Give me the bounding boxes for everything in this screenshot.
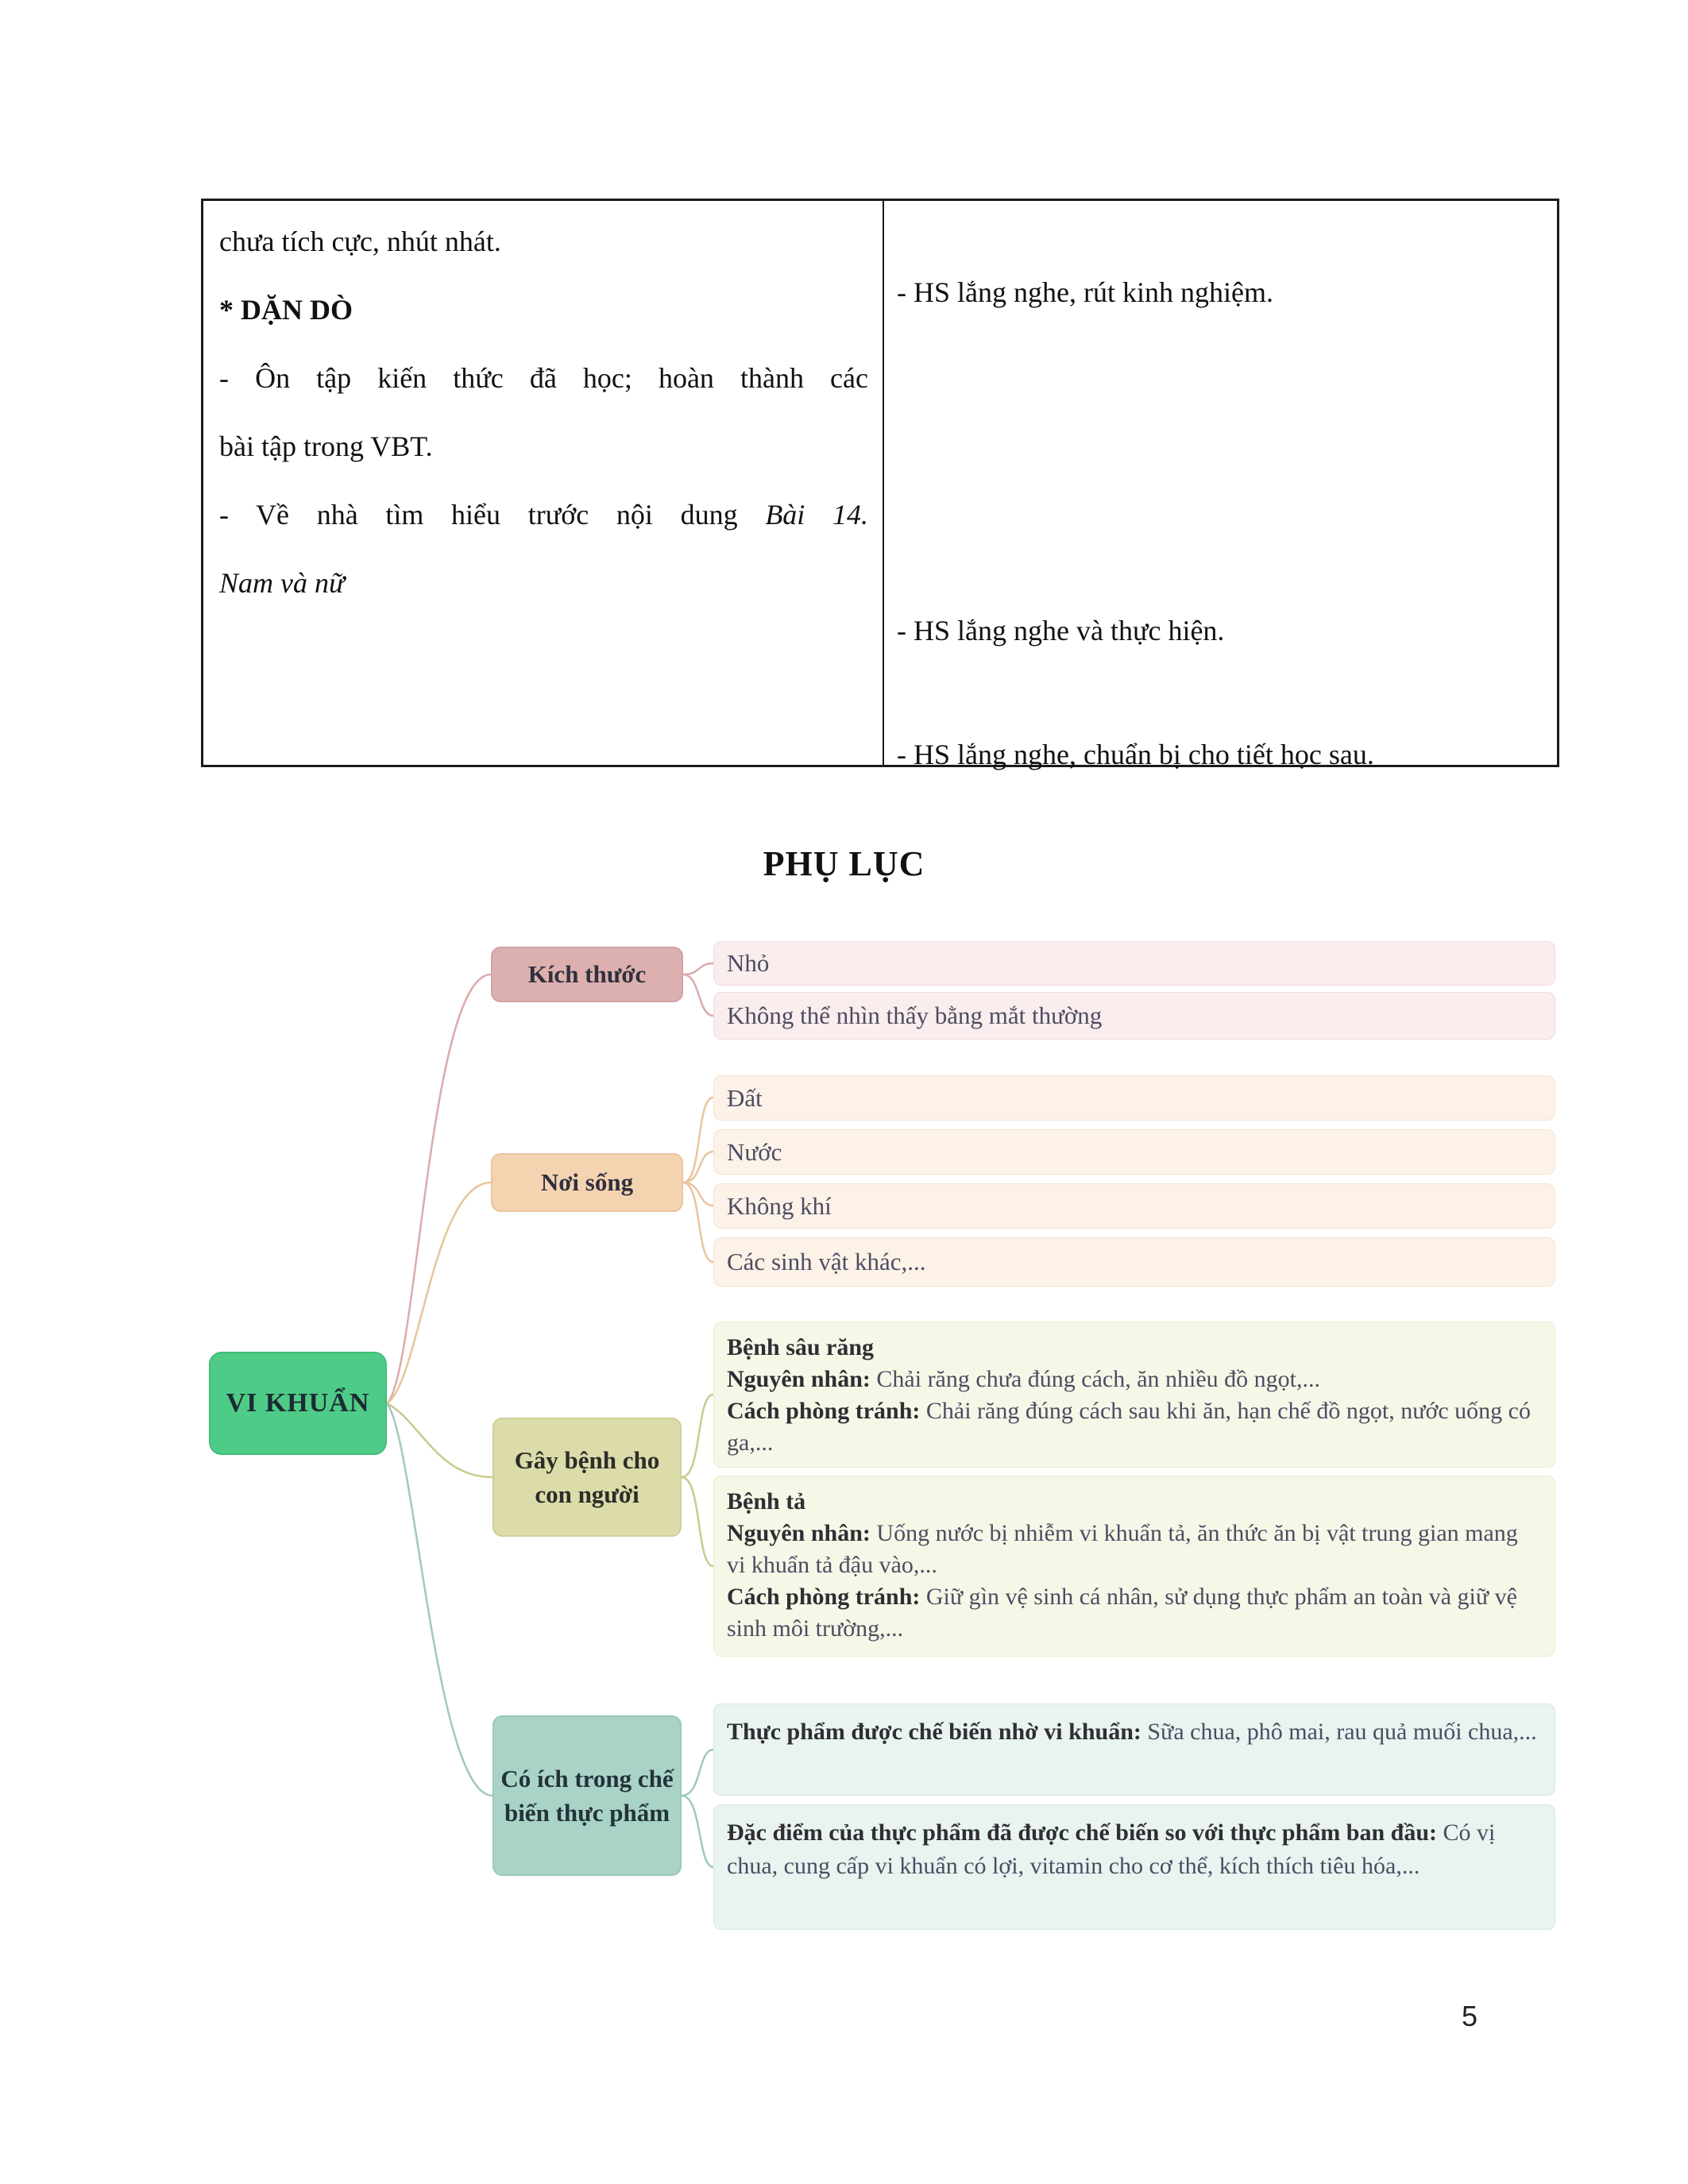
table-text-line: - HS lắng nghe, rút kinh nghiệm.	[897, 276, 1273, 308]
mindmap-branch-co-ich: Có ích trong chế biến thực phẩm	[492, 1715, 682, 1876]
table-text-line	[219, 480, 868, 549]
connector-habitat-leaf	[683, 1183, 713, 1206]
leaf-regular-text: Chải răng đúng cách sau khi ăn, hạn chế đồ ngọt, nước uống có ga,...	[727, 1398, 1531, 1456]
mindmap-leaf-dac-diem-thuc-pham	[713, 1804, 1555, 1930]
connector-root-to-benefit	[387, 1403, 492, 1796]
leaf-regular-text: Giữ gìn vệ sinh cá nhân, sử dụng thực phẩm an toàn và giữ vệ sinh môi trường,...	[727, 1584, 1517, 1642]
mindmap-leaf-nho: Nhỏ	[713, 941, 1555, 986]
connector-size-leaf	[683, 963, 713, 974]
leaf-bold-text: Bệnh sâu răng	[727, 1334, 875, 1360]
leaf-line	[727, 1715, 1542, 1749]
leaf-bold-text: Cách phòng tránh:	[727, 1398, 921, 1424]
leaf-regular-text: Chải răng chưa đúng cách, ăn nhiều đồ ngọt,...	[870, 1366, 1321, 1392]
table-text-line: - HS lắng nghe, chuẩn bị cho tiết học sau.	[897, 739, 1374, 770]
leaf-bold-text: Cách phòng tránh:	[727, 1584, 921, 1610]
connector-benefit-leaf	[682, 1796, 713, 1867]
mindmap-branch-noi-song: Nơi sống	[491, 1153, 683, 1212]
leaf-line	[727, 1395, 1542, 1459]
table-cell-teacher	[203, 201, 884, 765]
page-number: 5	[1462, 2000, 1478, 2032]
mindmap-root-vi-khuan: VI KHUẨN	[209, 1352, 387, 1455]
mindmap-leaf-nuoc: Nước	[713, 1129, 1555, 1175]
leaf-regular-text: Uống nước bị nhiễm vi khuẩn tả, ăn thức ăn bị vật trung gian mang vi khuẩn tả đậu vào,...	[727, 1520, 1518, 1578]
table-text-line: Nam và nữ	[219, 567, 345, 599]
table-text-italic-segment: Bài 14.	[765, 499, 868, 531]
leaf-line	[727, 1486, 1542, 1518]
connector-disease-leaf	[682, 1395, 713, 1477]
leaf-line	[727, 1816, 1542, 1883]
leaf-line	[727, 1581, 1542, 1645]
mindmap-leaf-khong-the-nhin-thay: Không thể nhìn thấy bằng mắt thường	[713, 992, 1555, 1040]
mindmap-leaf-thuc-pham-che-bien	[713, 1704, 1555, 1796]
mindmap-branch-kich-thuoc: Kích thước	[491, 947, 683, 1002]
table-heading-dan-do: * DẶN DÒ	[219, 294, 353, 326]
leaf-line	[727, 1332, 1542, 1364]
connector-benefit-leaf	[682, 1750, 713, 1796]
connector-size-leaf	[683, 974, 713, 1016]
connector-habitat-leaf	[683, 1152, 713, 1183]
leaf-bold-text: Bệnh tả	[727, 1488, 806, 1515]
leaf-regular-text: Có vị chua, cung cấp vi khuẩn có lợi, vitamin cho cơ thể, kích thích tiêu hóa,...	[727, 1819, 1496, 1879]
leaf-line	[727, 1364, 1542, 1395]
table-text-line: bài tập trong VBT.	[219, 430, 433, 462]
leaf-regular-text: Sữa chua, phô mai, rau quả muối chua,...	[1141, 1719, 1537, 1745]
table-cell-students	[884, 201, 1557, 770]
connector-root-to-disease	[387, 1403, 492, 1477]
mindmap-branch-gay-benh: Gây bệnh cho con người	[492, 1418, 682, 1537]
mindmap-leaf-benh-sau-rang	[713, 1322, 1555, 1468]
mindmap-leaf-benh-ta	[713, 1476, 1555, 1657]
mindmap-leaf-cac-sinh-vat-khac: Các sinh vật khác,...	[713, 1237, 1555, 1287]
table-text-segment: - Về nhà tìm hiểu trước nội dung	[219, 499, 766, 531]
connector-habitat-leaf	[683, 1183, 713, 1262]
mindmap-leaf-dat: Đất	[713, 1075, 1555, 1121]
table-text-line: chưa tích cực, nhút nhát.	[219, 226, 501, 257]
table-text-line: - HS lắng nghe và thực hiện.	[897, 615, 1225, 646]
appendix-title: PHỤ LỤC	[763, 844, 925, 883]
leaf-bold-text: Nguyên nhân:	[727, 1366, 871, 1392]
bacteria-mindmap	[0, 913, 1688, 2025]
connector-disease-leaf	[682, 1477, 713, 1566]
mindmap-leaf-khong-khi: Không khí	[713, 1183, 1555, 1229]
leaf-bold-text: Đặc điểm của thực phẩm đã được chế biến so với thực phẩm ban đầu:	[727, 1819, 1437, 1846]
leaf-bold-text: Thực phẩm được chế biến nhờ vi khuẩn:	[727, 1719, 1141, 1745]
leaf-line	[727, 1518, 1542, 1581]
connector-root-to-habitat	[387, 1183, 491, 1403]
table-text-line: - Ôn tập kiến thức đã học; hoàn thành các	[219, 362, 868, 394]
lesson-plan-table	[201, 199, 1559, 770]
leaf-bold-text: Nguyên nhân:	[727, 1520, 871, 1546]
